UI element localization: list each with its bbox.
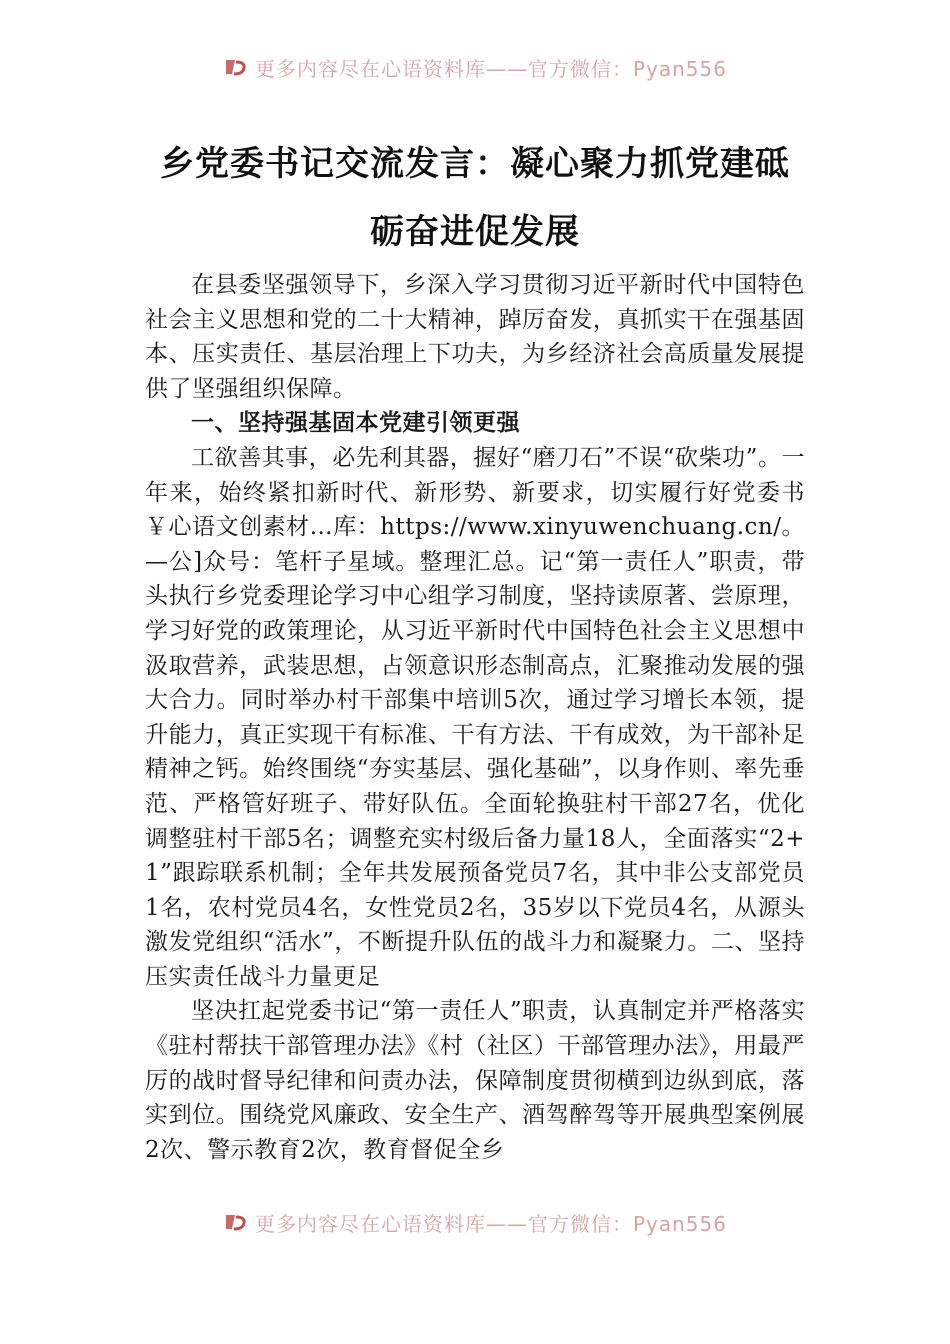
paragraph-section-1: 工欲善其事，必先利其器，握好“磨刀石”不误“砍柴功”。一年来，始终紧扣新时代、新形势、新要求，切实履行好党委书￥心语文创素材…库：https://www.xinyuwenchuang.cn/。—公]众号：笔杆子星域。整理汇总。记“第一责任人”职责，带头执行乡党委理论学习中心组学习制度，坚持读原著、尝原理，学习好党的政策理论，从习近平新时代中国特色社会主义思想中汲取营养，武装思想，占领意识形态制高点，汇聚推动发展的强大合力。同时举办村干部集中培训5次，通过学习增长本领，提升能力，真正实现干有标准、干有方法、干有成效，为干部补足精神之钙。始终围绕“夯实基层、强化基础”，以身作则、率先垂范、严格管好班子、带好队伍。全面轮换驻村干部27名，优化调整驻村干部5名；调整充实村级后备力量18人，全面落实“2+1”跟踪联系机制；全年共发展预备党员7名，其中非公支部党员1名，农村党员4名，女性党员2名，35岁以下党员4名，从源头激发党组织“活水”，不断提升队伍的战斗力和凝聚力。二、坚持压实责任战斗力量更足 xyxy=(145,444,805,990)
paragraph-intro: 在县委坚强领导下，乡深入学习贯彻习近平新时代中国特色社会主义思想和党的二十大精神，踔厉奋发，真抓实干在强基固本、压实责任、基层治理上下功夫，为乡经济社会高质量发展提供了坚强组织保障。 xyxy=(145,272,805,402)
section-heading-1: 一、坚持强基固本党建引领更强 xyxy=(191,410,520,437)
title-line-1: 乡党委书记交流发言：凝心聚力抓党建砥 xyxy=(160,144,790,184)
title-line-2: 砺奋进促发展 xyxy=(370,212,580,252)
watermark-text: 更多内容尽在心语资料库——官方微信：Pyan556 xyxy=(254,56,727,81)
logo-icon xyxy=(223,1211,249,1233)
watermark-text: 更多内容尽在心语资料库——官方微信：Pyan556 xyxy=(254,1211,727,1236)
watermark-header xyxy=(0,50,950,84)
paragraph-section-2: 坚决扛起党委书记“第一责任人”职责，认真制定并严格落实《驻村帮扶干部管理办法》《村（社区）干部管理办法》，用最严厉的战时督导纪律和问责办法，保障制度贯彻横到边纵到底，落实到位。围绕党风廉政、安全生产、酒驾醉驾等开展典型案例展2次、警示教育2次，教育督促全乡 xyxy=(145,998,805,1163)
page-title xyxy=(140,130,810,266)
document-body xyxy=(145,268,805,1167)
logo-icon xyxy=(223,56,249,78)
watermark-footer xyxy=(0,1205,950,1239)
